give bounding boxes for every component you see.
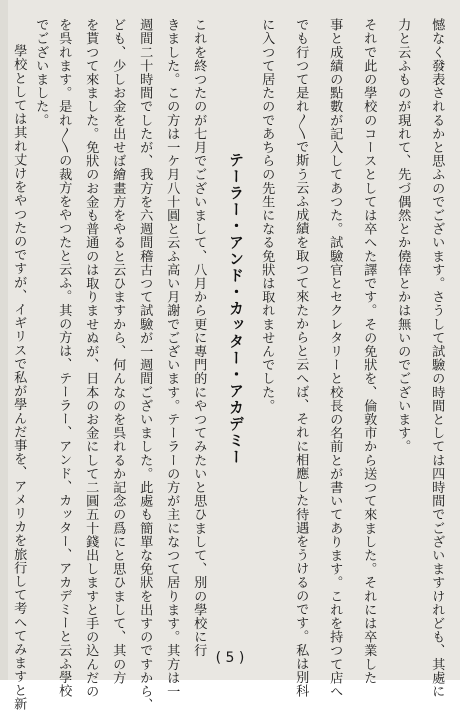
text-column: 憾なく發表されるかと思ふのでございます。さうして試驗の時間としては四時間でございますけれども、其處に xyxy=(429,18,445,698)
text-column: きました。この方は一ケ月八十圓と云ふ高い月謝でございます。テーラーの方が主になつて居ります。其方は一 xyxy=(164,18,180,698)
page-edge xyxy=(0,0,8,680)
text-column: それで此の學校のコースとしては卒へた譯です。その免狀を、倫敦市から送つて來ました。それには卒業した xyxy=(361,18,377,685)
section-heading: テーラー・アンド・カッター・アカデミー xyxy=(227,152,245,466)
text-column: 週間二十時間でしたが、我方を六週間稽古つて試驗が一週間ございました。此處も簡單な免狀を出すのですから、 xyxy=(137,18,153,712)
text-column: 學校としては其れ丈けをやつたのですが、イギリスで私が學んだ事を、アメリカを旅行して考へてみますと新 xyxy=(11,44,27,711)
text-column: 事と成績の點數が記入してあつた。試驗官とセクレタリーと校長の名前とが書いてあります。これを持つて店へ xyxy=(327,18,343,698)
text-column: でございました。 xyxy=(33,18,49,127)
page-number: ( 5 ) xyxy=(215,650,245,666)
text-column: これを終つたのが七月でございまして、八月から更に專門的にやつてみたいと思ひまして、別の學校に行 xyxy=(191,18,207,658)
text-column: を貰つて來ました。免狀のお金も普通のは取りませぬが、日本のお金にして二圓五十錢出しますと手の込んだの xyxy=(83,18,99,698)
text-column: ども、少しお金を出せば繪畫方をやると云ひますから、何んなのを呉れるか記念の爲にと思ひまして、其の方 xyxy=(110,18,126,685)
text-column: を呉れます。是れ〳〵の裁方をやつたと云ふ。其の方は、テーラー、アンド、カッター、アカデミーと云ふ學校 xyxy=(56,18,72,698)
text-column: に入つて居たのであちらの先生になる免狀は取れませんでした。 xyxy=(259,18,275,413)
text-column: 力と云ふものが現れて、先づ偶然とか僥倖とかは無いのでございます。 xyxy=(395,18,411,454)
text-column: でも行つて是れ〳〵で斯う云ふ成績を取つて來たからと云へば、それに相應した待遇をうけるのです。私は別科 xyxy=(293,18,309,698)
